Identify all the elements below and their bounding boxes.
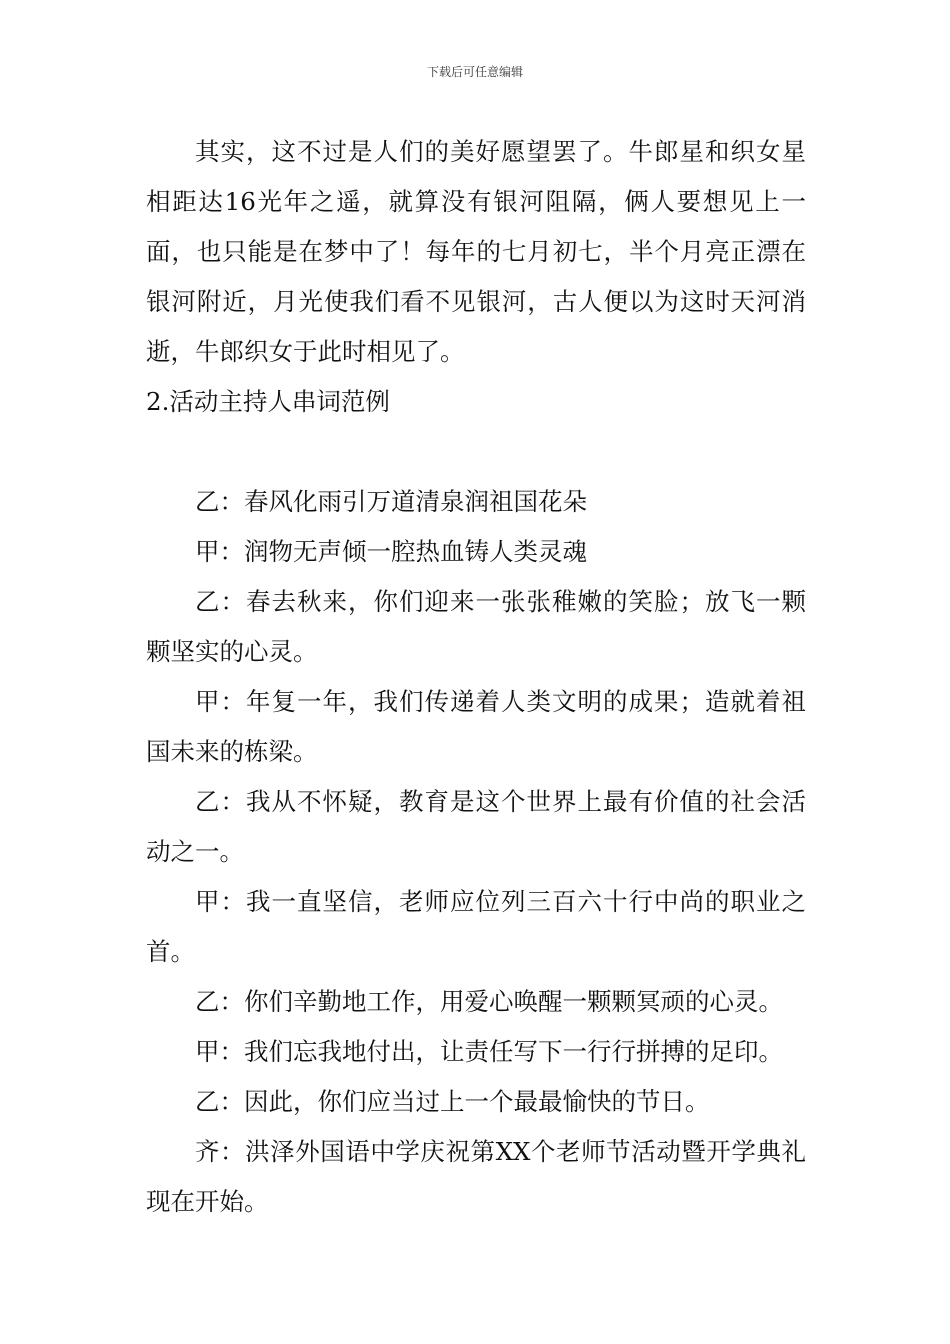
dialogue-line: 甲：润物无声倾一腔热血铸人类灵魂 <box>195 537 587 566</box>
section-heading: 2.活动主持人串词范例 <box>146 387 390 416</box>
dialogue-line: 乙：你们辛勤地工作，用爱心唤醒一颗颗冥顽的心灵。 <box>195 987 783 1016</box>
dialogue-line: 乙：春去秋来，你们迎来一张张稚嫩的笑脸；放飞一颗颗坚实的心灵。 <box>146 587 806 666</box>
dialogue-line: 乙：春风化雨引万道清泉润祖国花朵 <box>195 487 587 516</box>
document-body <box>146 127 806 1227</box>
dialogue-line: 甲：年复一年，我们传递着人类文明的成果；造就着祖国未来的栋梁。 <box>146 687 806 766</box>
dialogue-line: 乙：因此，你们应当过上一个最最愉快的节日。 <box>195 1087 710 1116</box>
page-header: 下载后可任意编辑 <box>426 65 523 79</box>
dialogue-line: 齐：洪泽外国语中学庆祝第XX个老师节活动暨开学典礼现在开始。 <box>146 1137 806 1216</box>
dialogue-line: 乙：我从不怀疑，教育是这个世界上最有价值的社会活动之一。 <box>146 787 806 866</box>
dialogue-line: 甲：我一直坚信，老师应位列三百六十行中尚的职业之首。 <box>146 887 806 966</box>
blank-line <box>146 427 806 477</box>
dialogue-line: 甲：我们忘我地付出，让责任写下一行行拼搏的足印。 <box>195 1037 783 1066</box>
intro-paragraph: 其实，这不过是人们的美好愿望罢了。牛郎星和织女星相距达16光年之遥，就算没有银河阻隔，俩人要想见上一面，也只能是在梦中了！每年的七月初七，半个月亮正漂在银河附近，月光使我们看不见银河，古人便以为这时天河消逝，牛郎织女于此时相见了。 <box>146 137 806 366</box>
